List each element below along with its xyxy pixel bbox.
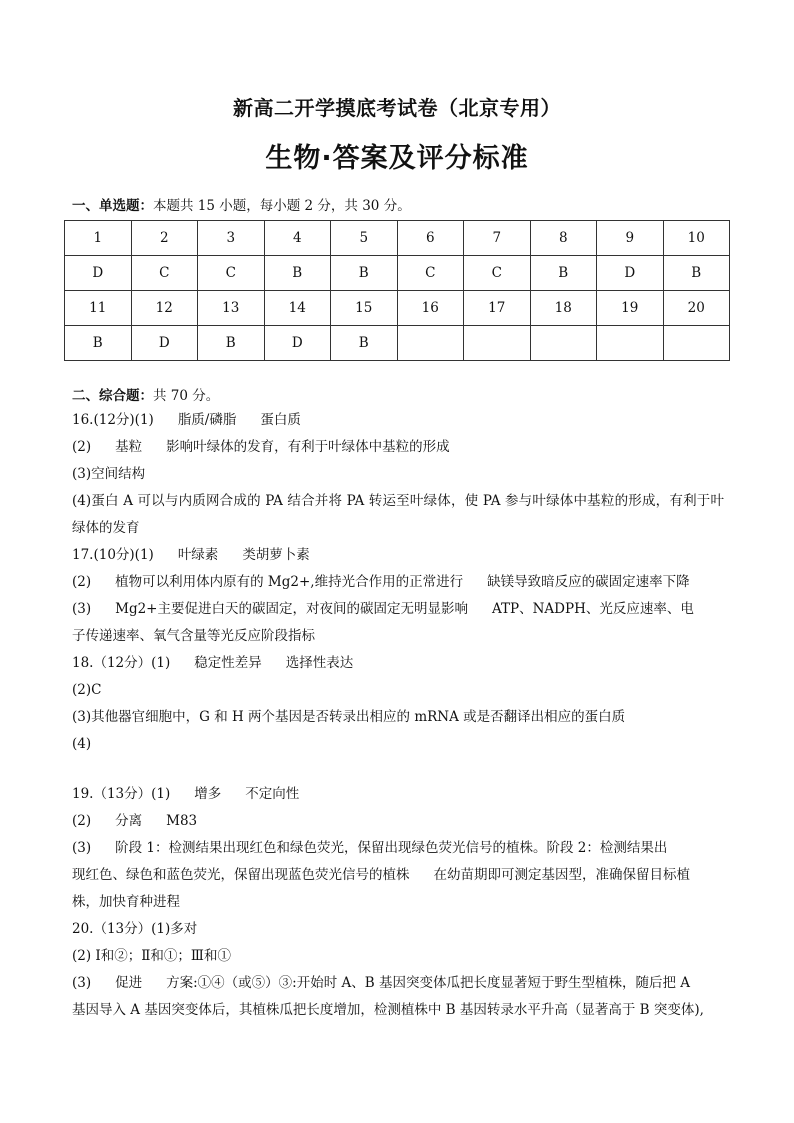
q17-ans-2a: 植物可以利用体内原有的 Mg2+,维持光合作用的正常进行 <box>115 574 464 590</box>
q19-ans-2b: M83 <box>166 813 198 829</box>
question-number-cell: 17 <box>464 291 531 326</box>
answer-cell: B <box>530 256 597 291</box>
answer-cell: B <box>663 256 730 291</box>
question-number-cell: 12 <box>131 291 198 326</box>
answer-cell <box>530 326 597 361</box>
blank-line <box>72 758 724 781</box>
q19-label: 19.（13分）(1) <box>72 786 171 802</box>
question-number-cell: 3 <box>198 221 265 256</box>
q16-ans-2a: 基粒 <box>115 439 143 455</box>
answer-cell: C <box>397 256 464 291</box>
q17-line-2 <box>72 569 724 596</box>
section-2-heading: 二、综合题： <box>72 388 153 404</box>
question-number-cell: 16 <box>397 291 464 326</box>
q17-label: 17.(10分)(1) <box>72 547 154 563</box>
section-2-desc: 共 70 分。 <box>153 388 220 404</box>
section-1-desc: 本题共 15 小题，每小题 2 分，共 30 分。 <box>153 198 411 214</box>
q16-ans-1b: 蛋白质 <box>260 412 301 428</box>
answer-cell: B <box>198 326 265 361</box>
answer-table-row <box>65 326 730 361</box>
section-1-header <box>72 194 411 214</box>
q17-ans-1b: 类胡萝卜素 <box>242 547 310 563</box>
q19-line-3 <box>72 835 724 862</box>
q19-ans-1a: 增多 <box>194 786 222 802</box>
answer-cell: D <box>65 256 132 291</box>
answer-cell <box>597 326 664 361</box>
q19-line-5: 株，加快育种进程 <box>72 894 180 910</box>
q16-line-1 <box>72 407 724 434</box>
q19-line-4 <box>72 862 724 889</box>
question-number-cell: 20 <box>663 291 730 326</box>
q17-ans-3b: ATP、NADPH、光反应速率、电 <box>492 601 694 617</box>
question-number-cell: 7 <box>464 221 531 256</box>
answer-cell <box>464 326 531 361</box>
document-subtitle: 生物·答案及评分标准 <box>265 143 529 174</box>
answer-cell: B <box>331 256 398 291</box>
q20-ans-3a: 促进 <box>115 975 143 991</box>
question-number-cell: 2 <box>131 221 198 256</box>
q17-3-label: (3) <box>72 601 92 617</box>
question-number-cell: 4 <box>264 221 331 256</box>
q16-line-3: (3)空间结构 <box>72 466 146 482</box>
q16-line-4: (4)蛋白 A 可以与内质网合成的 PA 结合并将 PA 转运至叶绿体，使 PA 参与叶绿体中基粒的形成，有利于叶 <box>72 493 724 509</box>
answer-cell: B <box>331 326 398 361</box>
q16-line-5: 绿体的发育 <box>72 520 140 536</box>
question-number-cell: 9 <box>597 221 664 256</box>
q19-3-label: (3) <box>72 840 92 856</box>
question-number-cell: 14 <box>264 291 331 326</box>
question-number-cell: 11 <box>65 291 132 326</box>
question-number-cell: 18 <box>530 291 597 326</box>
q17-line-3 <box>72 596 724 623</box>
q18-line-4: (4) <box>72 736 92 752</box>
answer-cell: C <box>198 256 265 291</box>
question-number-cell: 8 <box>530 221 597 256</box>
q18-line-1 <box>72 650 724 677</box>
question-number-cell: 6 <box>397 221 464 256</box>
answer-table-row <box>65 221 730 256</box>
q16-ans-1a: 脂质/磷脂 <box>177 412 237 428</box>
answer-cell: D <box>597 256 664 291</box>
answer-cell: D <box>131 326 198 361</box>
question-number-cell: 19 <box>597 291 664 326</box>
document-title: 新高二开学摸底考试卷（北京专用） <box>233 96 561 120</box>
q19-ans-3a-cont: 现红色、绿色和蓝色荧光，保留出现蓝色荧光信号的植株 <box>72 867 410 883</box>
q17-line-1 <box>72 542 724 569</box>
section-1-heading: 一、单选题： <box>72 198 153 214</box>
answer-cell <box>663 326 730 361</box>
q18-ans-1a: 稳定性差异 <box>194 655 262 671</box>
answer-cell: C <box>464 256 531 291</box>
q20-3-label: (3) <box>72 975 92 991</box>
section-2-header <box>72 384 219 404</box>
q16-line-2 <box>72 434 724 461</box>
answer-cell: D <box>264 326 331 361</box>
q19-line-1 <box>72 781 724 808</box>
question-number-cell: 13 <box>198 291 265 326</box>
question-number-cell: 10 <box>663 221 730 256</box>
answer-cell: B <box>65 326 132 361</box>
question-number-cell: 15 <box>331 291 398 326</box>
q19-line-2 <box>72 808 724 835</box>
q17-2-label: (2) <box>72 574 92 590</box>
q19-ans-1b: 不定向性 <box>245 786 300 802</box>
answer-lines <box>72 407 724 1024</box>
answer-cell: B <box>264 256 331 291</box>
q19-ans-3b: 在幼苗期即可测定基因型，准确保留目标植 <box>433 867 690 883</box>
q17-ans-1a: 叶绿素 <box>177 547 219 563</box>
answer-cell: C <box>131 256 198 291</box>
answer-cell <box>397 326 464 361</box>
q18-label: 18.（12分）(1) <box>72 655 171 671</box>
q20-line-2: (2) Ⅰ和②；Ⅱ和①；Ⅲ和① <box>72 948 231 964</box>
q16-label: 16.(12分)(1) <box>72 412 154 428</box>
q19-2-label: (2) <box>72 813 92 829</box>
q17-ans-2b: 缺镁导致暗反应的碳固定速率下降 <box>487 574 690 590</box>
question-number-cell: 1 <box>65 221 132 256</box>
q18-ans-1b: 选择性表达 <box>285 655 354 671</box>
q20-ans-3b: 方案:①④（或⑤）③:开始时 A、B 基因突变体瓜把长度显著短于野生型植株，随后把 A <box>166 975 691 991</box>
q19-ans-3a: 阶段 1：检测结果出现红色和绿色荧光，保留出现绿色荧光信号的植株。阶段 2：检测结果出 <box>115 840 668 856</box>
q20-line-3 <box>72 970 724 997</box>
q17-line-4: 子传递速率、氧气含量等光反应阶段指标 <box>72 628 315 644</box>
q19-ans-2a: 分离 <box>115 813 143 829</box>
answer-table-row <box>65 256 730 291</box>
q16-2-label: (2) <box>72 439 92 455</box>
answer-table <box>64 220 730 361</box>
question-number-cell: 5 <box>331 221 398 256</box>
q18-line-2: (2)C <box>72 682 102 698</box>
q20-line-1: 20.（13分）(1)多对 <box>72 921 198 937</box>
answer-table-row <box>65 291 730 326</box>
q18-line-3: (3)其他器官细胞中，G 和 H 两个基因是否转录出相应的 mRNA 或是否翻译出相应的蛋白质 <box>72 709 626 725</box>
q16-ans-2b: 影响叶绿体的发育，有利于叶绿体中基粒的形成 <box>166 439 450 455</box>
q17-ans-3a: Mg2+主要促进白天的碳固定，对夜间的碳固定无明显影响 <box>115 601 468 617</box>
q20-line-4: 基因导入 A 基因突变体后，其植株瓜把长度增加，检测植株中 B 基因转录水平升高（显著高于 B 突变体), <box>72 1002 704 1018</box>
